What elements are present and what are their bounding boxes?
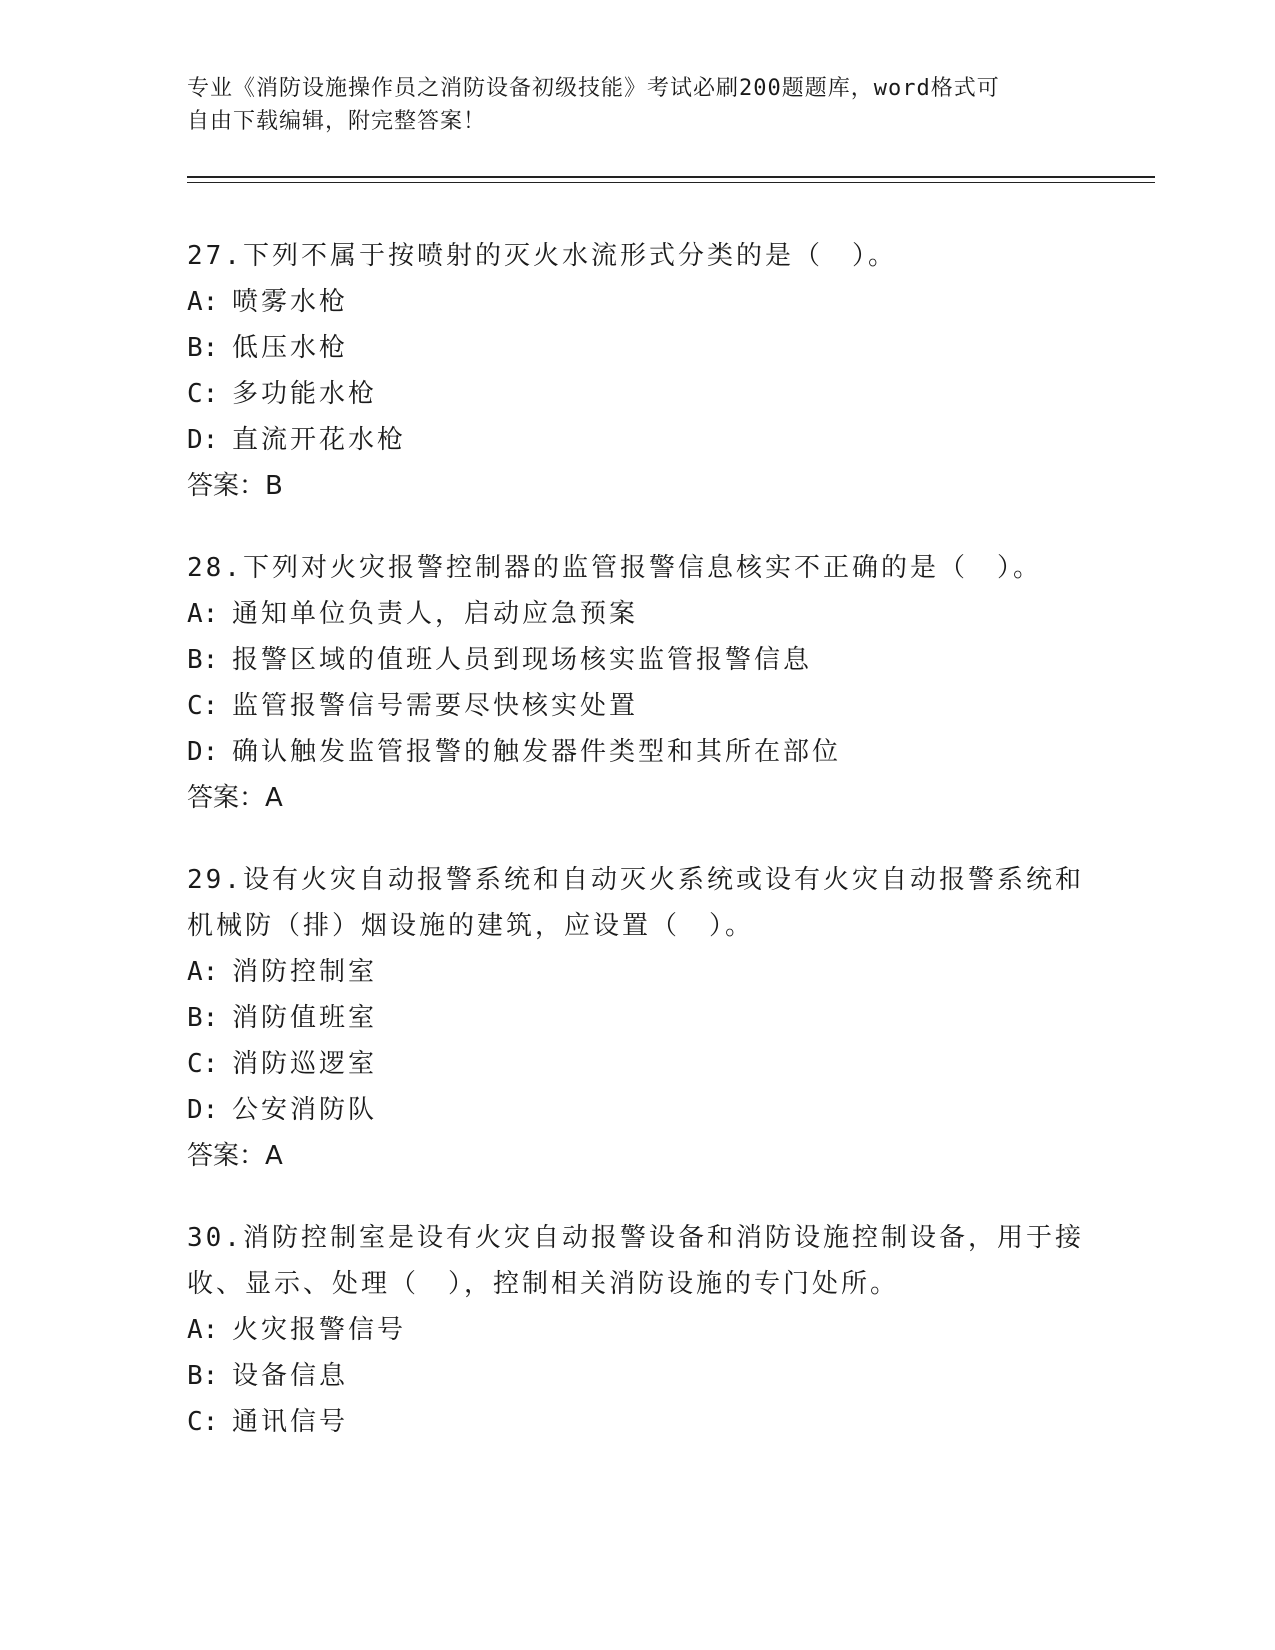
option-text: 公安消防队 <box>232 1095 378 1125</box>
option-text: 直流开花水枪 <box>232 425 407 455</box>
option-letter: B: <box>187 645 219 675</box>
option-text: 低压水枪 <box>232 333 349 363</box>
option-letter: A: <box>187 287 219 317</box>
header-line-2: 自由下载编辑，附完整答案！ <box>187 109 487 134</box>
option-letter: C: <box>187 379 219 409</box>
option-text: 消防控制室 <box>232 957 378 987</box>
document-header <box>187 72 1077 138</box>
option-letter: C: <box>187 691 219 721</box>
question-text: 28.下列对火灾报警控制器的监管报警信息核实不正确的是（ ）。 <box>187 553 1042 583</box>
option-letter: A: <box>187 599 219 629</box>
option-d <box>187 729 1087 775</box>
option-letter: A: <box>187 1315 219 1345</box>
option-a <box>187 1307 1087 1353</box>
question-28 <box>187 545 1087 821</box>
answer-label: 答案：A <box>187 1141 283 1171</box>
option-b <box>187 637 1087 683</box>
option-text: 报警区域的值班人员到现场核实监管报警信息 <box>232 645 813 675</box>
option-a <box>187 591 1087 637</box>
option-c <box>187 371 1087 417</box>
question-list <box>187 233 1087 1481</box>
header-line-1: 专业《消防设施操作员之消防设备初级技能》考试必刷200题题库，word格式可 <box>187 76 1000 101</box>
option-d <box>187 1087 1087 1133</box>
option-text: 消防值班室 <box>232 1003 378 1033</box>
option-c <box>187 683 1087 729</box>
question-text: 30.消防控制室是设有火灾自动报警设备和消防设施控制设备，用于接收、显示、处理（ ），控制相关消防设施的专门处所。 <box>187 1223 1084 1299</box>
option-b <box>187 325 1087 371</box>
option-text: 多功能水枪 <box>232 379 378 409</box>
header-divider-thin <box>187 182 1155 183</box>
option-letter: D: <box>187 1095 219 1125</box>
option-letter: D: <box>187 737 219 767</box>
option-c <box>187 1041 1087 1087</box>
question-29 <box>187 857 1087 1179</box>
option-c <box>187 1399 1087 1445</box>
option-text: 确认触发监管报警的触发器件类型和其所在部位 <box>232 737 842 767</box>
option-text: 消防巡逻室 <box>232 1049 378 1079</box>
option-letter: C: <box>187 1049 219 1079</box>
option-letter: B: <box>187 1361 219 1391</box>
answer-label: 答案：B <box>187 471 283 501</box>
question-text: 27.下列不属于按喷射的灭火水流形式分类的是（ ）。 <box>187 241 897 271</box>
option-a <box>187 949 1087 995</box>
answer-label: 答案：A <box>187 783 283 813</box>
header-divider-thick <box>187 176 1155 178</box>
option-letter: B: <box>187 333 219 363</box>
option-b <box>187 1353 1087 1399</box>
option-text: 火灾报警信号 <box>232 1315 407 1345</box>
option-letter: D: <box>187 425 219 455</box>
option-text: 通讯信号 <box>232 1407 349 1437</box>
option-letter: B: <box>187 1003 219 1033</box>
option-letter: A: <box>187 957 219 987</box>
option-b <box>187 995 1087 1041</box>
option-d <box>187 417 1087 463</box>
question-text: 29.设有火灾自动报警系统和自动灭火系统或设有火灾自动报警系统和机械防（排）烟设施的建筑，应设置（ ）。 <box>187 865 1084 941</box>
option-a <box>187 279 1087 325</box>
option-text: 设备信息 <box>232 1361 349 1391</box>
option-text: 喷雾水枪 <box>232 287 349 317</box>
option-text: 监管报警信号需要尽快核实处置 <box>232 691 639 721</box>
option-text: 通知单位负责人，启动应急预案 <box>232 599 639 629</box>
question-30 <box>187 1215 1087 1445</box>
question-27 <box>187 233 1087 509</box>
option-letter: C: <box>187 1407 219 1437</box>
